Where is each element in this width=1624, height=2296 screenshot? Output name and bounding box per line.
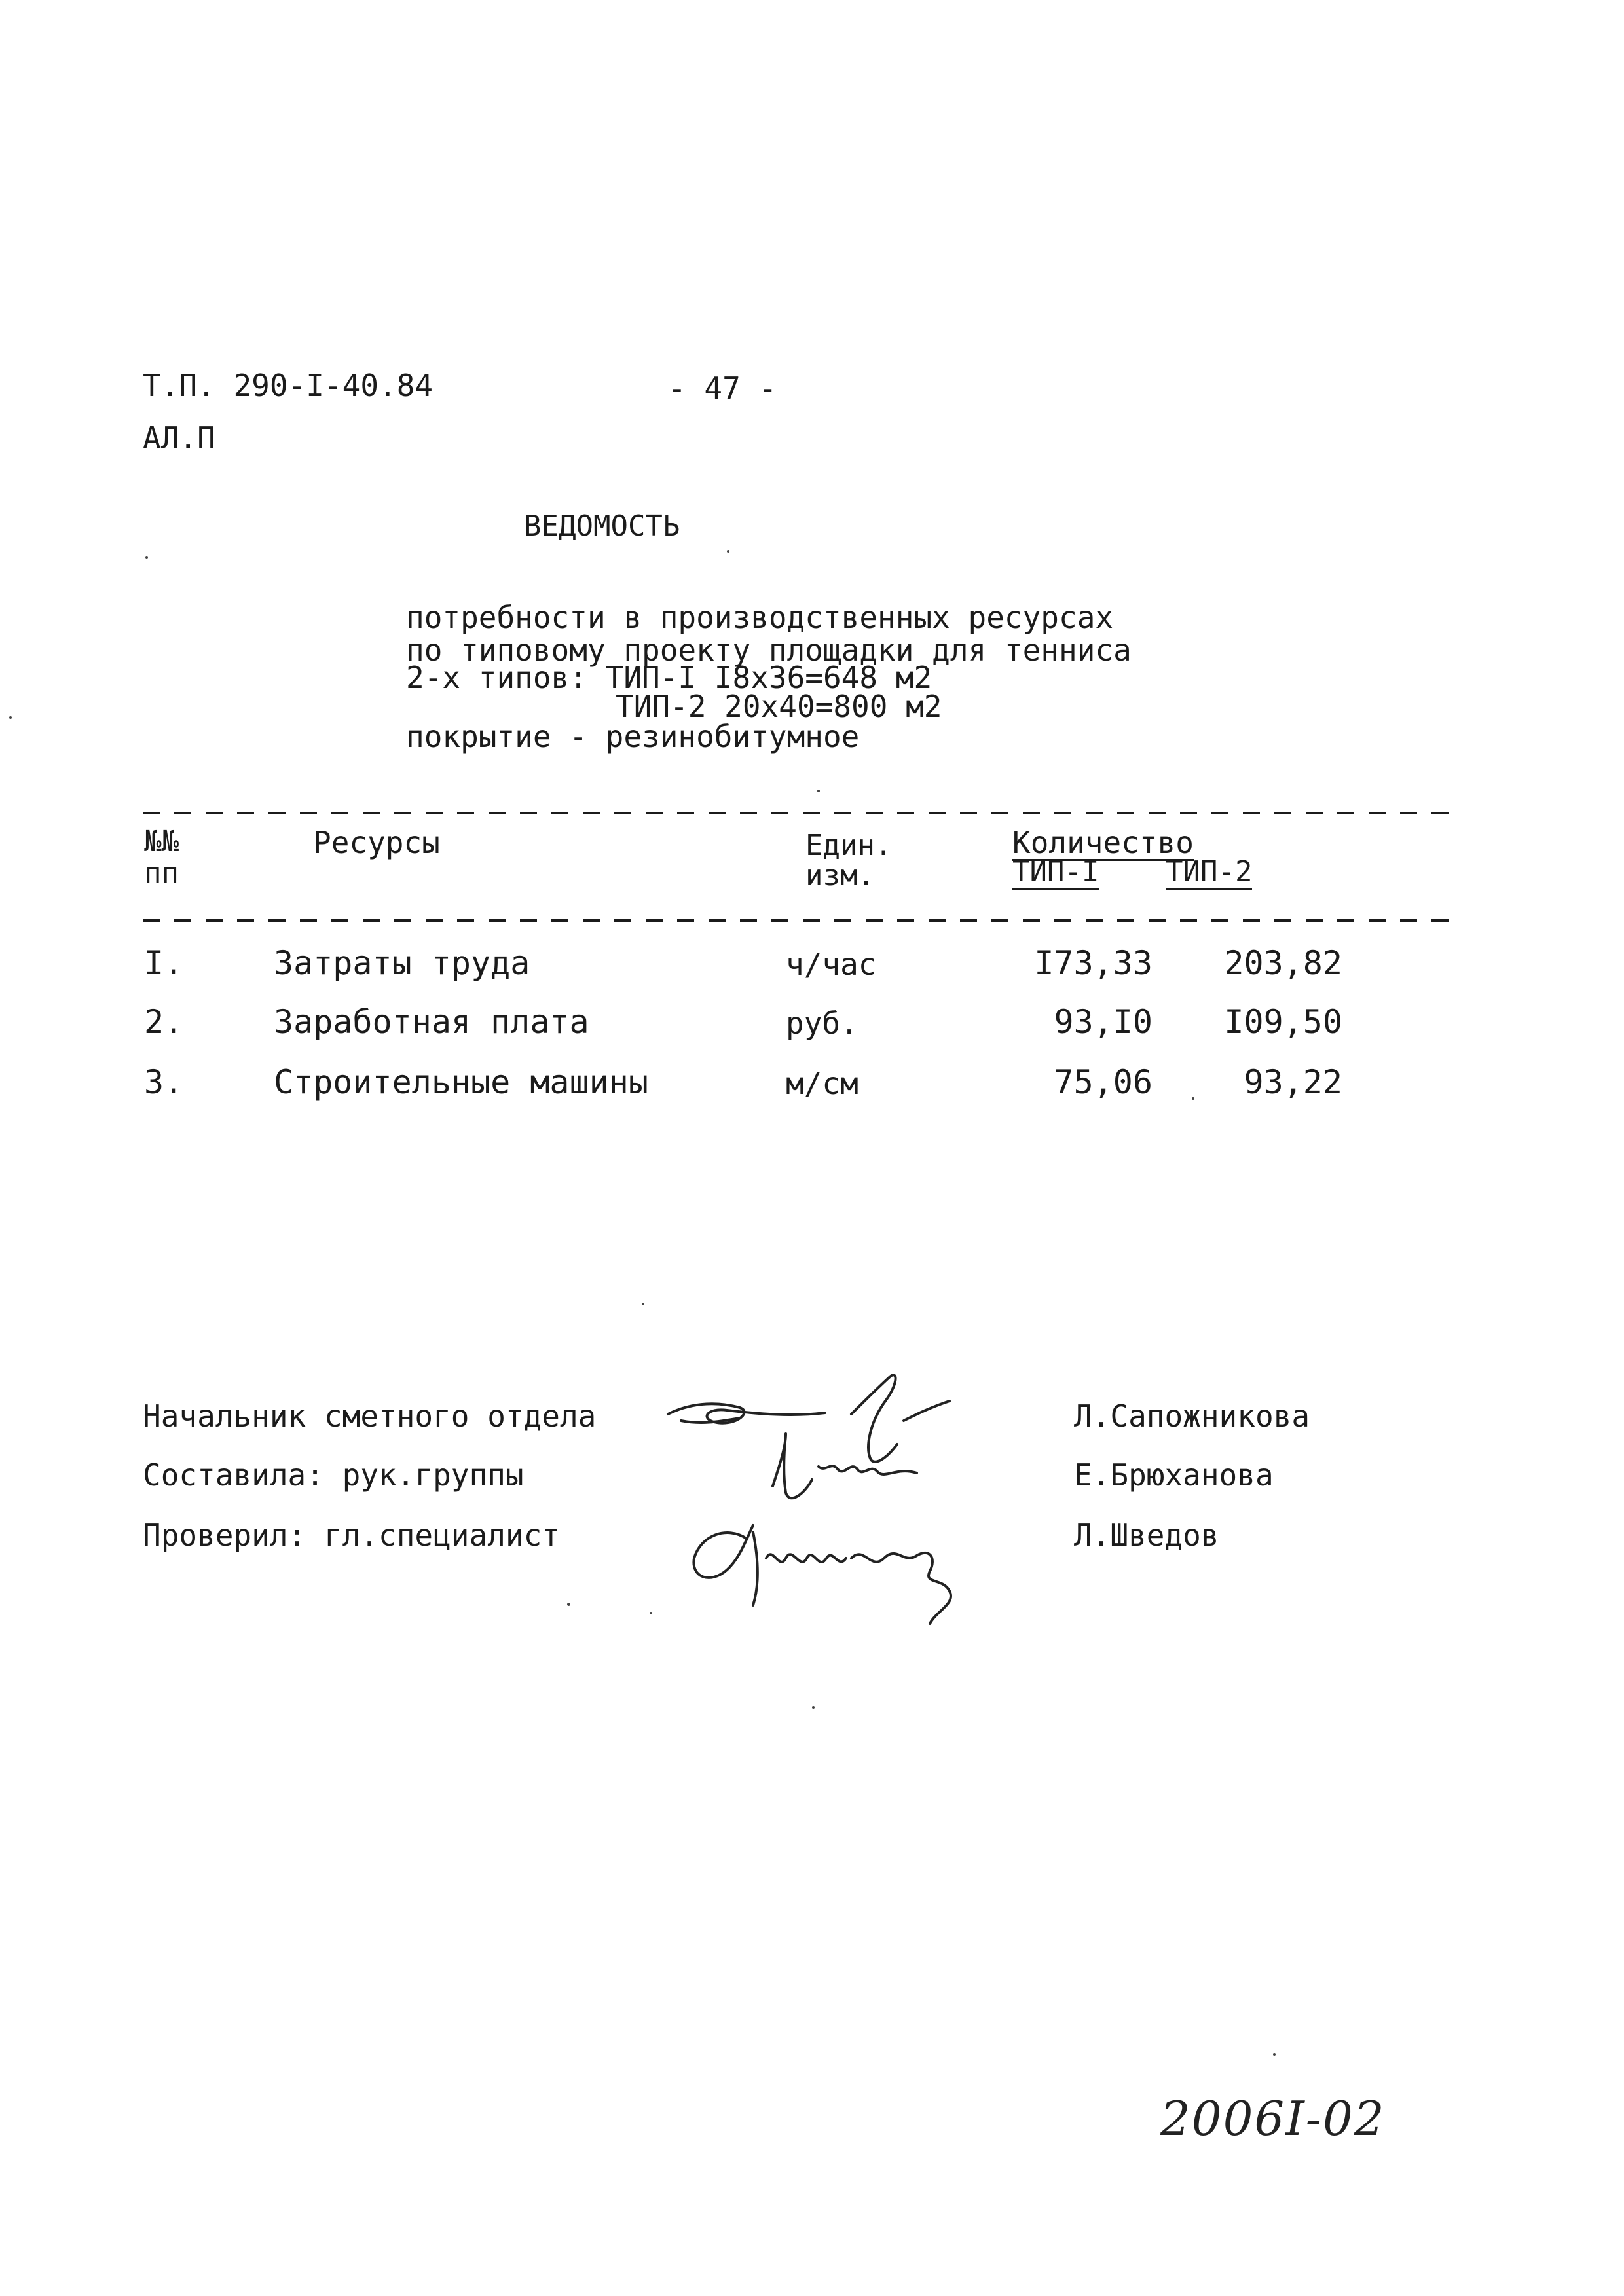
row-unit: руб. (786, 1006, 858, 1041)
col-unit-header-2: изм. (805, 859, 875, 892)
page-number: - 47 - (668, 371, 777, 406)
row-resource: Затраты труда (274, 944, 530, 982)
scan-speck (817, 790, 820, 792)
subtitle-line-3: 2-х типов: ТИП-I I8x36=648 м2 (406, 660, 932, 695)
row-number: I. (144, 944, 184, 982)
subtitle-line-4: ТИП-2 20x40=800 м2 (616, 689, 942, 724)
scan-speck (1192, 1097, 1194, 1100)
handwritten-signatures (655, 1362, 1035, 1637)
col-resource-header: Ресурсы (313, 825, 440, 860)
project-code: Т.П. 290-I-40.84 (143, 368, 434, 403)
col-unit-header: Един. (805, 829, 893, 862)
subtitle-line-2: по типовому проекту площадки для тенниса (406, 632, 1132, 668)
scan-speck (145, 556, 148, 559)
signature-role: Составила: рук.группы (143, 1457, 524, 1493)
col-type2-header: ТИП-2 (1166, 855, 1253, 888)
col-number-header: №№ (144, 825, 179, 858)
sheet-label: АЛ.П (143, 420, 215, 456)
table-header-rule (143, 919, 1460, 922)
row-number: 2. (144, 1003, 184, 1041)
scan-speck (642, 1303, 644, 1305)
row-unit: ч/час (786, 947, 877, 982)
row-type1-value: 93,I0 (1054, 1003, 1153, 1041)
col-quantity-header: Количество (1012, 825, 1194, 860)
subtitle-line-5: покрытие - резинобитумное (406, 719, 860, 754)
row-resource: Заработная плата (274, 1003, 589, 1041)
row-resource: Строительные машины (274, 1063, 648, 1101)
row-type2-value: 93,22 (1244, 1063, 1342, 1101)
signature-name: Л.Шведов (1074, 1518, 1219, 1553)
scan-speck (9, 716, 12, 719)
row-unit: м/см (786, 1066, 858, 1101)
col-number-header-2: пп (144, 856, 179, 890)
row-number: 3. (144, 1063, 184, 1101)
signature-name: Л.Сапожникова (1074, 1398, 1310, 1434)
subtitle-line-1: потребности в производственных ресурсах (406, 600, 1114, 635)
row-type2-value: I09,50 (1224, 1003, 1342, 1041)
scan-speck (727, 550, 729, 553)
signature-role: Проверил: гл.специалист (143, 1518, 560, 1553)
row-type1-value: I73,33 (1034, 944, 1153, 982)
scan-speck (812, 1706, 815, 1709)
table-top-rule (143, 812, 1460, 814)
archive-number: 2006I-02 (1160, 2091, 1386, 2146)
scan-speck (567, 1603, 570, 1606)
scan-speck (1273, 2053, 1276, 2056)
scan-speck (650, 1612, 652, 1614)
document-title: ВЕДОМОСТЬ (524, 509, 680, 543)
signature-role: Начальник сметного отдела (143, 1398, 597, 1434)
row-type2-value: 203,82 (1224, 944, 1342, 982)
col-type1-header: ТИП-I (1012, 855, 1099, 888)
row-type1-value: 75,06 (1054, 1063, 1153, 1101)
signature-name: Е.Брюханова (1074, 1457, 1274, 1493)
